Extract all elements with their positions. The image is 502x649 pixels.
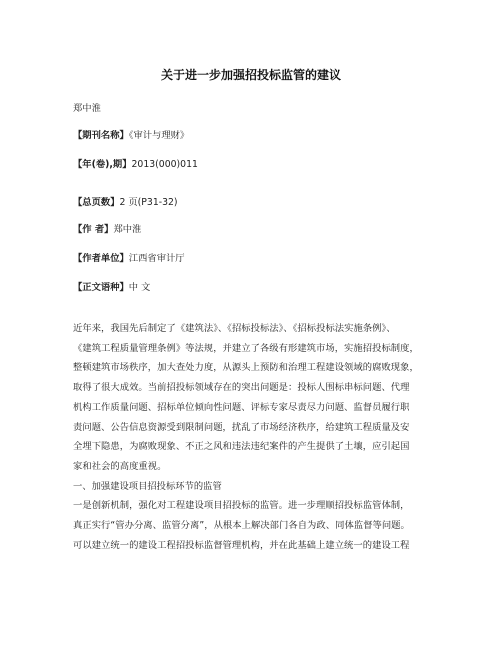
- text-line: 家和社会的高度重视。: [73, 460, 167, 472]
- meta-affiliation: [73, 250, 185, 264]
- text-line: 一是创新机制，强化对工程建设项目招投标的监管。进一步理顺招投标监管体制，: [73, 500, 410, 512]
- text-line: 取得了很大成效。当前招投标领域存在的突出问题是：投标人围标串标问题、代理: [73, 382, 410, 394]
- text-line: 《建筑工程质量管理条例》等法规，并建立了各级有形建筑市场，实施招投标制度，: [73, 342, 419, 354]
- meta-key: 【年(卷),期】: [73, 159, 132, 170]
- meta-language: [73, 279, 150, 293]
- paragraph-section-1: [73, 496, 435, 555]
- meta-key: 【作 者】: [73, 224, 114, 235]
- text-line: 责问题、公告信息资源受到限制问题，扰乱了市场经济秩序，给建筑工程质量及安: [73, 421, 410, 433]
- text-line: 近年来，我国先后制定了《建筑法》、《招标投标法》、《招标投标法实施条例》、: [73, 323, 396, 334]
- meta-volume-issue: [73, 156, 198, 170]
- text-line: 机构工作质量问题、招标单位倾向性问题、评标专家尽责尽力问题、监督员履行职: [73, 401, 410, 413]
- text-line: 真正实行“管办分离、监管分离”，从根本上解决部门各自为政、同体监督等问题。: [73, 520, 410, 532]
- meta-journal-name: [73, 127, 189, 141]
- body-text: [73, 319, 435, 555]
- meta-value: 郑中淮: [113, 224, 142, 235]
- meta-key: 【正文语种】: [73, 282, 129, 293]
- meta-key: 【作者单位】: [73, 253, 129, 264]
- document-title: 关于进一步加强招投标监管的建议: [160, 68, 341, 82]
- meta-page-count: [73, 194, 178, 208]
- meta-value: 2 页(P31-32): [119, 197, 178, 208]
- paragraph-intro: [73, 319, 435, 477]
- section-heading: 一、加强建设项目招投标环节的监管: [73, 480, 222, 492]
- author-line: 郑中淮: [73, 103, 101, 114]
- text-line: 可以建立统一的建设工程招投标监督管理机构，并在此基础上建立统一的建设工程: [73, 539, 410, 551]
- text-line: 全埋下隐患，为腐败现象、不正之风和违法违纪案件的产生提供了土壤，应引起国: [73, 441, 410, 453]
- meta-value: 《审计与理财》: [128, 130, 190, 141]
- meta-value: 中 文: [128, 282, 151, 293]
- text-line: 整顿建筑市场秩序，加大查处力度，从源头上预防和治理工程建设领域的腐败现象，: [73, 362, 419, 374]
- meta-value: 2013(000)011: [131, 159, 198, 170]
- meta-value: 江西省审计厅: [128, 253, 185, 264]
- meta-key: 【总页数】: [73, 197, 120, 208]
- meta-key: 【期刊名称】: [73, 130, 129, 141]
- meta-author: [73, 221, 141, 235]
